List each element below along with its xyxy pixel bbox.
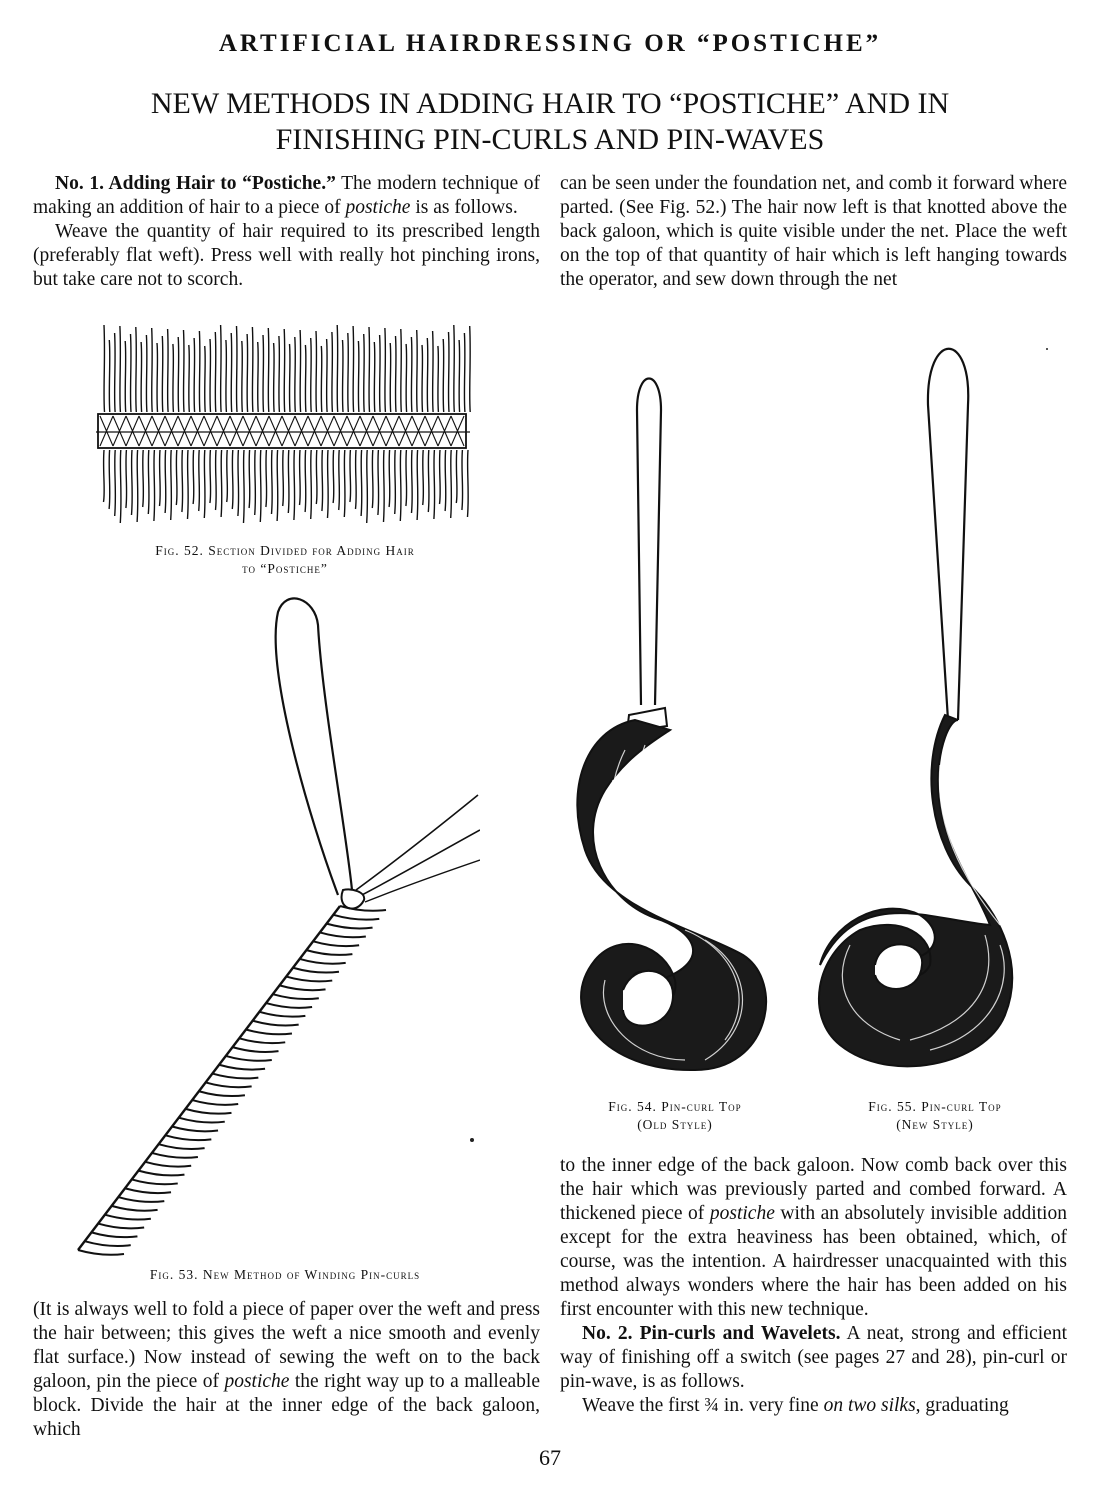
speck bbox=[1046, 348, 1048, 350]
caption-fig-54 bbox=[565, 1098, 785, 1134]
page-title bbox=[40, 86, 1060, 158]
caption-fig-52-line1: Fig. 52. Section Divided for Adding Hair bbox=[155, 543, 415, 558]
paragraph-adding-hair bbox=[33, 172, 540, 220]
left-column-top bbox=[33, 172, 540, 292]
italic-on-two-silks: on two silks bbox=[823, 1395, 916, 1416]
paragraph-weave: Weave the quantity of hair required to its prescribed length (preferably flat weft). Press well with really hot pinching irons, but take care not to scorch. bbox=[33, 221, 540, 290]
text-span: Weave the first ¾ in. very fine bbox=[582, 1395, 824, 1416]
paragraph-comb-back bbox=[560, 1154, 1067, 1322]
paragraph-fold-paper bbox=[33, 1298, 540, 1442]
caption-fig-54-line2: (Old Style) bbox=[637, 1117, 713, 1132]
caption-fig-55-line1: Fig. 55. Pin-curl Top bbox=[868, 1099, 1002, 1114]
text-span: , graduating bbox=[915, 1395, 1009, 1416]
caption-fig-55 bbox=[820, 1098, 1050, 1134]
right-column-bottom bbox=[560, 1154, 1067, 1418]
text-span: The modern technique of making an addition of hair to a piece of bbox=[33, 173, 540, 218]
caption-fig-54-line1: Fig. 54. Pin-curl Top bbox=[608, 1099, 742, 1114]
section-label-no2: No. 2. Pin-curls and Wavelets. bbox=[582, 1323, 841, 1344]
figure-53-winding-pin-curls bbox=[60, 590, 480, 1260]
text-span: A neat, strong and efficient way of finishing off a switch (see pages 27 and 28), pin-curl or pin-wave, is as follows. bbox=[560, 1323, 1068, 1392]
running-head: ARTIFICIAL HAIRDRESSING OR “POSTICHE” bbox=[218, 30, 882, 57]
text-span: the right way up to a malleable block. Divide the hair at the inner edge of the back galoon, which bbox=[33, 1371, 540, 1440]
italic-postiche: postiche bbox=[345, 197, 411, 218]
right-column-top bbox=[560, 172, 1067, 292]
text-span: with an absolutely invisible addition except for the extra heaviness has been obtained, which, of course, was the intention. A hairdresser unacquainted with this method always wonders where the hair has been added on his first encounter with this new technique. bbox=[560, 1203, 1067, 1320]
section-label-no1: No. 1. Adding Hair to “Postiche.” bbox=[55, 173, 336, 194]
italic-postiche: postiche bbox=[709, 1203, 775, 1224]
caption-fig-55-line2: (New Style) bbox=[896, 1117, 974, 1132]
figure-55-pin-curl-new-style bbox=[800, 325, 1070, 1095]
italic-postiche: postiche bbox=[224, 1371, 290, 1392]
text-span: is as follows. bbox=[410, 197, 518, 218]
speck bbox=[470, 1138, 474, 1142]
paragraph-pin-curls bbox=[560, 1322, 1067, 1394]
caption-fig-52 bbox=[70, 542, 500, 578]
text-span: to the inner edge of the back galoon. Now comb back over this the hair which was previously parted and combed forward. A thickened piece of bbox=[560, 1155, 1067, 1224]
figure-54-pin-curl-old-style bbox=[565, 370, 815, 1090]
caption-fig-53: Fig. 53. New Method of Winding Pin-curls bbox=[149, 1267, 421, 1282]
figure-52-hair-section bbox=[90, 320, 480, 530]
caption-fig-52-line2: to “Postiche” bbox=[242, 561, 328, 576]
title-line-2: FINISHING PIN-CURLS AND PIN-WAVES bbox=[275, 123, 825, 156]
paragraph-continued: can be seen under the foundation net, and comb it forward where parted. (See Fig. 52.) The hair now left is that knotted above the back galoon, which is quite visible under the net. Place the weft on the top of that quantity of hair which is left hanging towards the operator, and sew down through the net bbox=[560, 173, 1067, 290]
left-column-bottom bbox=[33, 1298, 540, 1442]
page-number: 67 bbox=[539, 1445, 561, 1470]
text-span: (It is always well to fold a piece of paper over the weft and press the hair between; this gives the weft a nice smooth and evenly flat surface.) Now instead of sewing the weft on to the back galoon, pin the piece of bbox=[33, 1299, 540, 1392]
title-line-1: NEW METHODS IN ADDING HAIR TO “POSTICHE” AND IN bbox=[150, 87, 950, 120]
paragraph-weave-first bbox=[560, 1394, 1067, 1418]
